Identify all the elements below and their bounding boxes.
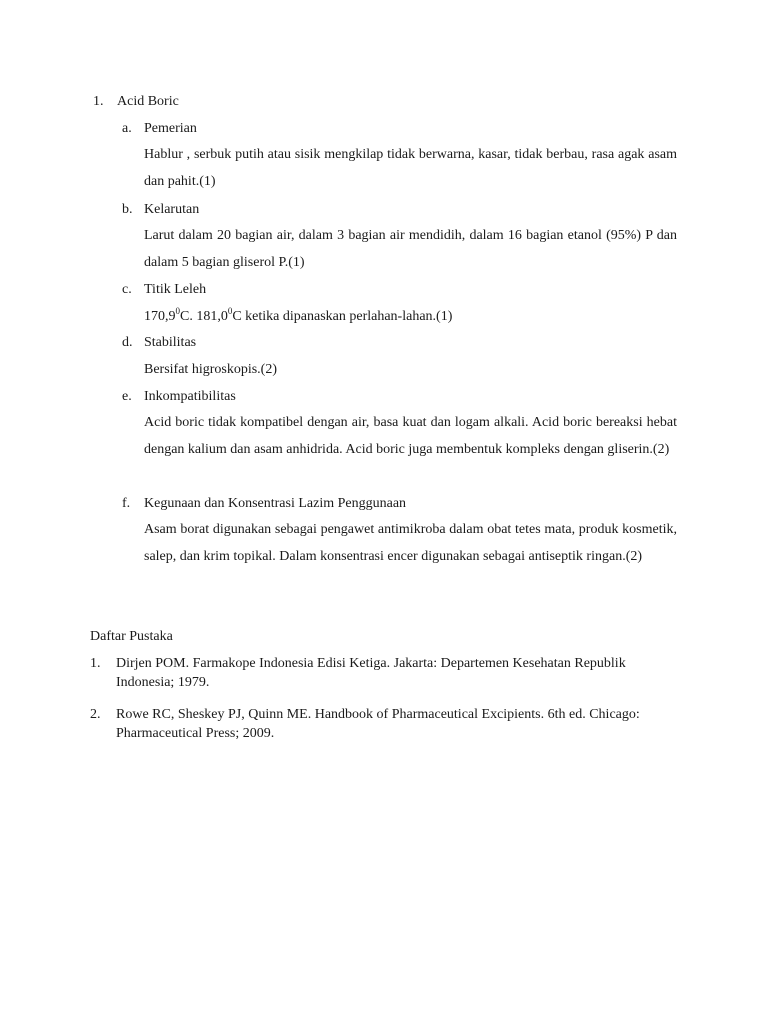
item-title-inkompatibilitas: Inkompatibilitas [144, 389, 236, 404]
item-title-kegunaan: Kegunaan dan Konsentrasi Lazim Penggunaan [144, 496, 407, 511]
item-text-stabilitas: Bersifat higroskopis.(2) [144, 362, 277, 377]
references-heading: Daftar Pustaka [90, 629, 173, 644]
item-text-pemerian: Hablur , serbuk putih atau sisik mengkilap tidak berwarna, kasar, tidak berbau, rasa agak asam dan pahit.(1) [144, 147, 677, 189]
melting-value-2: C. 181,0 [180, 309, 228, 324]
item-title-pemerian: Pemerian [144, 121, 197, 136]
reference-number-2: 2. [90, 707, 101, 722]
item-letter-e: e. [122, 389, 132, 404]
item-text-inkompatibilitas: Acid boric tidak kompatibel dengan air, basa kuat dan logam alkali. Acid boric bereaksi hebat dengan kalium dan asam anhidrida. Acid boric juga membentuk kompleks dengan gliserin.(2) [144, 415, 677, 457]
reference-text-1: Dirjen POM. Farmakope Indonesia Edisi Ketiga. Jakarta: Departemen Kesehatan Republik Indonesia; 1979. [116, 656, 626, 690]
reference-number-1: 1. [90, 656, 101, 671]
item-letter-d: d. [122, 335, 133, 350]
item-letter-b: b. [122, 202, 133, 217]
item-title-titik-leleh: Titik Leleh [144, 282, 207, 297]
item-text-kegunaan: Asam borat digunakan sebagai pengawet antimikroba dalam obat tetes mata, produk kosmetik, salep, dan krim topikal. Dalam konsentrasi encer digunakan sebagai antiseptik ringan.(2) [144, 522, 677, 564]
melting-note: C ketika dipanaskan perlahan-lahan.(1) [232, 309, 453, 324]
item-title-kelarutan: Kelarutan [144, 202, 200, 217]
melting-value-1: 170,9 [144, 309, 176, 324]
item-text-titik-leleh [144, 303, 677, 330]
degree-sup-1: 0 [175, 306, 180, 316]
item-letter-c: c. [122, 282, 132, 297]
item-title-stabilitas: Stabilitas [144, 335, 197, 350]
degree-sup-2: 0 [227, 306, 233, 316]
section-number: 1. [93, 94, 104, 109]
reference-text-2: Rowe RC, Sheskey PJ, Quinn ME. Handbook of Pharmaceutical Excipients. 6th ed. Chicago: Pharmaceutical Press; 2009. [116, 707, 640, 741]
item-text-kelarutan: Larut dalam 20 bagian air, dalam 3 bagian air mendidih, dalam 16 bagian etanol (95%) P dan dalam 5 bagian gliserol P.(1) [144, 228, 677, 270]
item-letter-a: a. [122, 121, 132, 136]
item-letter-f: f. [122, 496, 131, 511]
section-title: Acid Boric [117, 94, 179, 109]
